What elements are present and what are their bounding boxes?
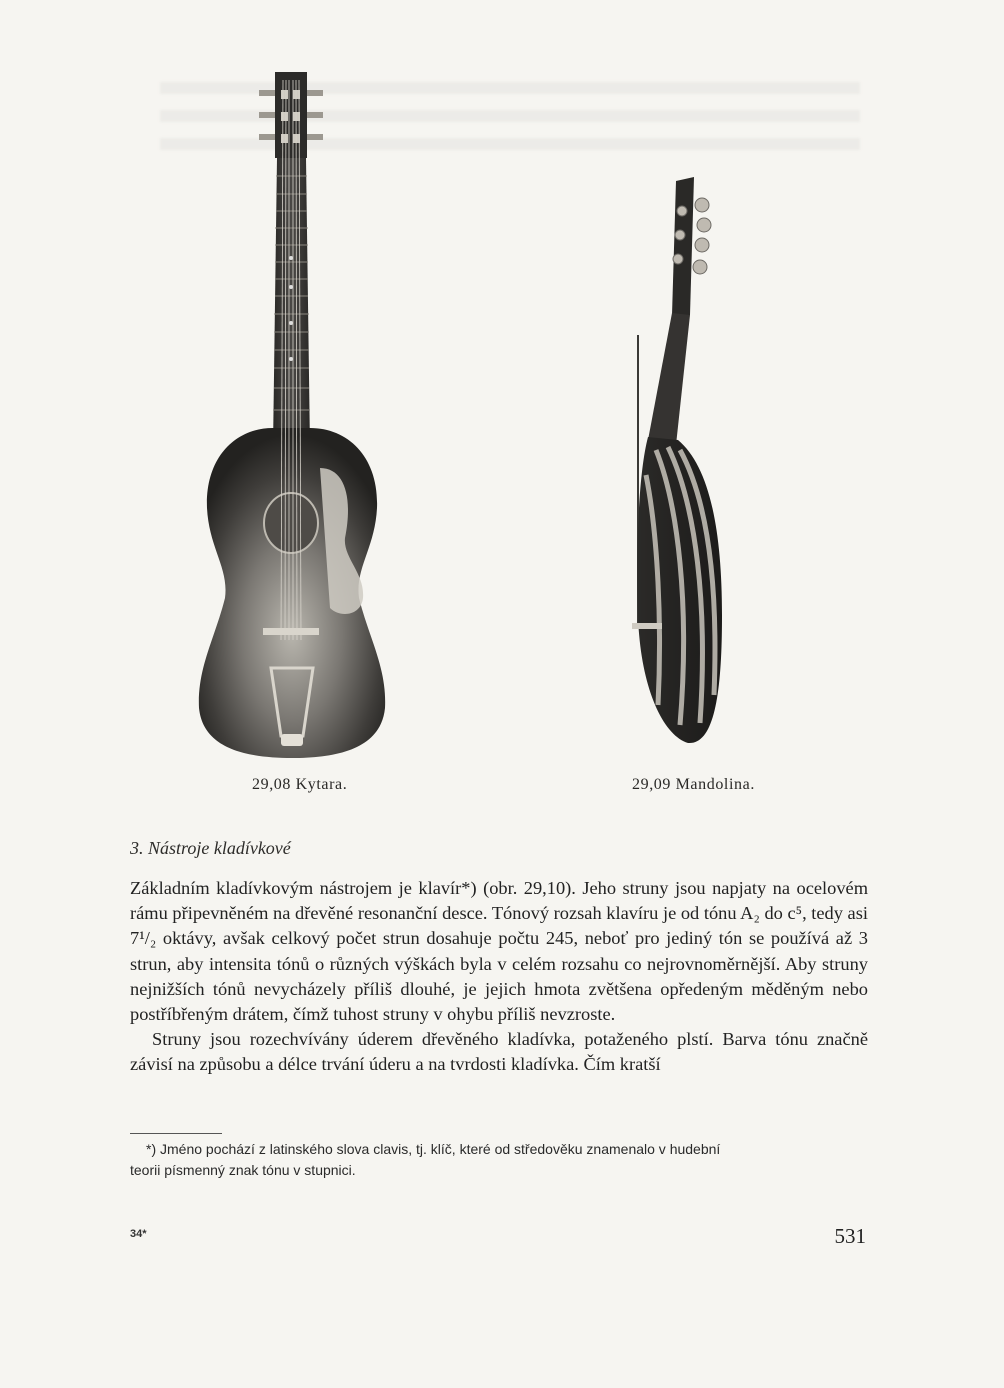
section-heading: 3. Nástroje kladívkové bbox=[130, 838, 291, 858]
footnote-line: *) Jméno pochází z latinského slova clavis, tj. klíč, které od středověku znamenalo v hudební bbox=[146, 1141, 721, 1157]
paragraph: Základním kladívkovým nástrojem je klavír*) (obr. 29,10). Jeho struny jsou napjaty na ocelovém rámu připevněném na dřevěné resonanční desce. Tónový rozsah klavíru je od tónu A₂ do c⁵, tedy asi 7¹/₂ oktávy, avšak celkový počet strun dosahuje počtu 245, neboť pro jediný tón se používá až 3 strun, aby intensita tónů o různých výškách byla v celém rozsahu co nejrovnoměrnější. Aby struny nejnižších tónů nevycházely příliš dlouhé, je jejich hmota zvětšena opředeným měděným nebo postříbřeným drátem, čímž tuhost struny v ohybu příliš nevzroste. bbox=[130, 878, 868, 1025]
figure-caption-guitar: 29,08 Kytara. bbox=[252, 776, 348, 793]
body-text bbox=[130, 876, 868, 1078]
paragraph: Struny jsou rozechvívány úderem dřevěného kladívka, potaženého plstí. Barva tónu značně závisí na způsobu a délce trvání úderu a na tvrdosti kladívka. Čím kratší bbox=[130, 1029, 868, 1075]
footnote bbox=[130, 1139, 868, 1181]
figure-caption-mandolin: 29,09 Mandolina. bbox=[632, 776, 755, 793]
page-number: 531 bbox=[834, 1224, 866, 1248]
guitar-photo bbox=[195, 68, 390, 758]
printer-signature: 34* bbox=[130, 1228, 147, 1240]
footnote-line: teorii písmenný znak tónu v stupnici. bbox=[130, 1162, 356, 1178]
mandolin-photo bbox=[618, 175, 728, 750]
footnote-divider bbox=[130, 1133, 222, 1134]
